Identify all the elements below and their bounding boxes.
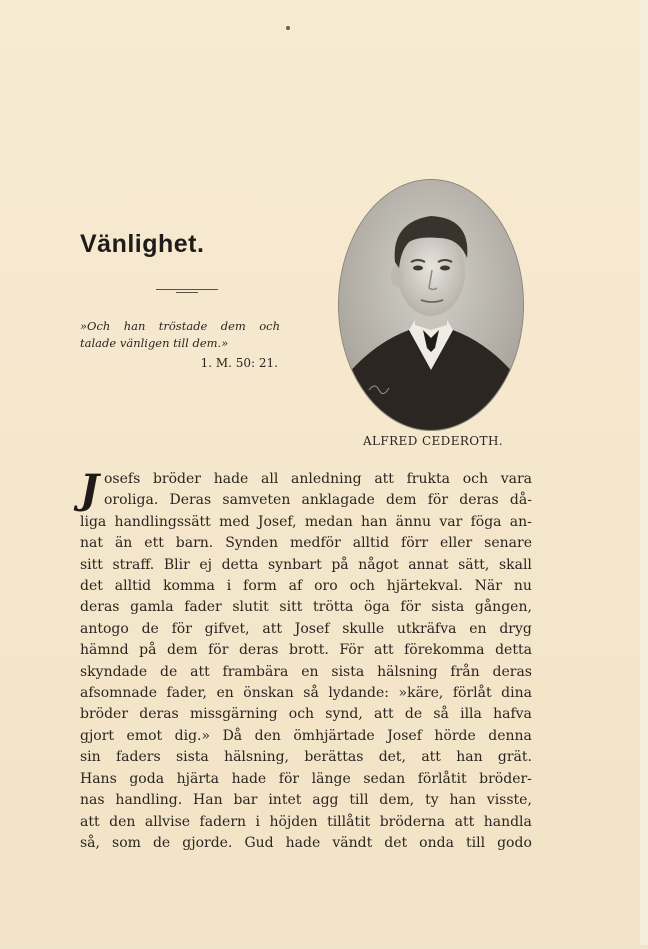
- body-line: skyndade de att frambära en sista hälsning från deras: [80, 663, 532, 680]
- portrait-caption: ALFRED CEDEROTH.: [362, 434, 504, 448]
- body-line: afsomnade fader, en önskan så lydande: »käre, förlåt dina: [80, 685, 532, 702]
- body-line: så, som de gjorde. Gud hade vändt det onda till godo: [80, 834, 532, 851]
- body-line: osefs bröder hade all anledning att frukta och vara: [104, 471, 532, 487]
- ink-speck: [286, 26, 290, 30]
- portrait-photo: [339, 180, 523, 430]
- body-line: sitt straff. Blir ej detta synbart på något annat sätt, skall: [80, 556, 532, 573]
- page-title: Vänlighet.: [80, 230, 205, 258]
- body-line: bröder deras missgärning och synd, att de så illa hafva: [80, 706, 532, 723]
- body-line: liga handlingssätt med Josef, medan han ännu var föga an-: [80, 513, 532, 530]
- title-rule-short: [176, 292, 198, 293]
- body-line: nas handling. Han bar intet agg till dem, ty han visste,: [80, 792, 532, 809]
- body-line: hämnd på dem för deras brott. För att förekomma detta: [80, 642, 532, 659]
- body-line: att den allvise fadern i höjden tillåtit bröderna att handla: [80, 813, 532, 830]
- body-line: oroliga. Deras samveten anklagade dem för deras då-: [104, 492, 532, 509]
- epigraph-reference: 1. M. 50: 21.: [200, 356, 278, 370]
- drop-cap-initial: J: [80, 466, 99, 513]
- body-line: Hans goda hjärta hade för länge sedan förlåtit bröder-: [80, 770, 532, 787]
- epigraph-quote: »Och han tröstade dem och talade vänligen till dem.»: [80, 319, 280, 350]
- body-text: [80, 466, 532, 854]
- body-line: nat än ett barn. Synden medför alltid förr eller senare: [80, 535, 532, 552]
- title-rule: [156, 289, 218, 290]
- page-bottom-edge: [0, 945, 648, 949]
- body-line: sin faders sista hälsning, berättas det, att han grät.: [80, 749, 532, 766]
- body-line: antogo de för gifvet, att Josef skulle utkräfva en dryg: [80, 620, 532, 637]
- page-edge: [640, 0, 648, 949]
- body-line: gjort emot dig.» Då den ömhjärtade Josef hörde denna: [80, 727, 532, 744]
- body-line: deras gamla fader slutit sitt trötta öga för sista gången,: [80, 599, 532, 616]
- body-line: det alltid komma i form af oro och hjärtekval. När nu: [80, 578, 532, 595]
